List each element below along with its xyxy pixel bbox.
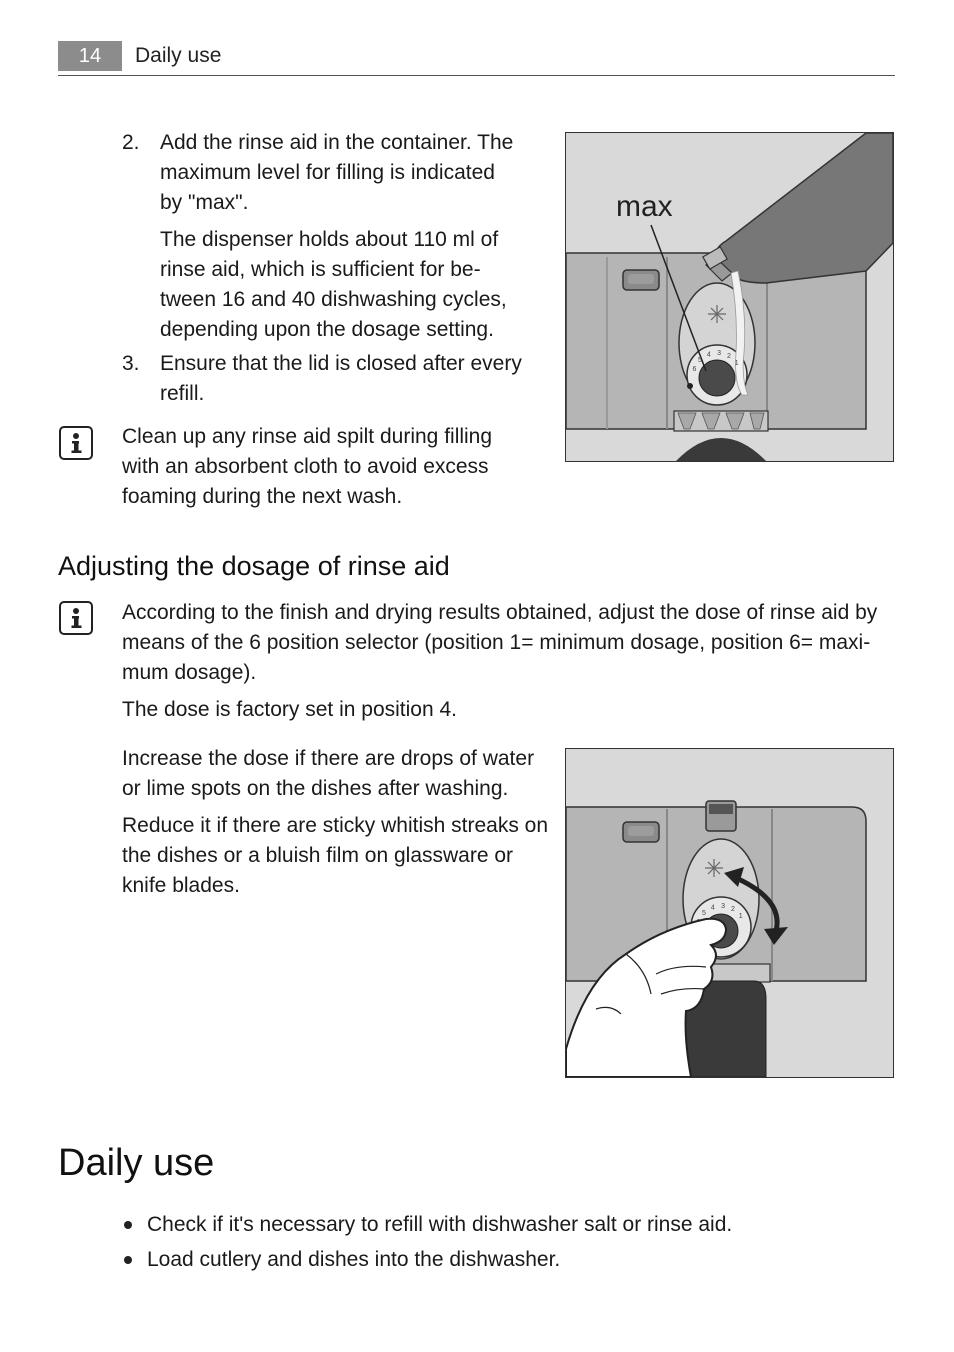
text-line: refill. bbox=[160, 382, 205, 405]
text-line: depending upon the dosage setting. bbox=[160, 318, 494, 341]
info-icon bbox=[59, 426, 93, 460]
reduce-dose-text bbox=[122, 811, 548, 901]
dial-mark: 5 bbox=[702, 910, 706, 917]
text-line: maximum level for filling is indicated bbox=[160, 161, 495, 184]
text-line: means of the 6 position selector (position 1= minimum dosage, position 6= maxi- bbox=[122, 631, 871, 654]
dial-mark: 2 bbox=[727, 353, 731, 361]
info-icon bbox=[59, 601, 93, 635]
text-line: Increase the dose if there are drops of water bbox=[122, 747, 535, 770]
bullet-item: Check if it's necessary to refill with dishwasher salt or rinse aid. bbox=[147, 1213, 733, 1236]
text-line: Clean up any rinse aid spilt during filling bbox=[122, 425, 493, 448]
dial-mark: 3 bbox=[717, 350, 722, 358]
text-line: According to the finish and drying results obtained, adjust the dose of rinse aid by bbox=[122, 601, 878, 624]
header-rule bbox=[58, 75, 895, 76]
text-line: with an absorbent cloth to avoid excess bbox=[122, 455, 489, 478]
step-2-text bbox=[160, 128, 513, 218]
text-line: tween 16 and 40 dishwashing cycles, bbox=[160, 288, 507, 311]
increase-dose-text bbox=[122, 744, 534, 804]
text-line: rinse aid, which is sufficient for be- bbox=[160, 258, 481, 281]
step-number: 2. bbox=[122, 131, 140, 154]
text-line: the dishes or a bluish film on glassware or bbox=[122, 844, 514, 867]
bullet-dot bbox=[124, 1256, 132, 1264]
rinse-aid-filling-illustration bbox=[565, 132, 894, 462]
factory-setting-text: The dose is factory set in position 4. bbox=[122, 698, 458, 721]
dial-mark: 4 bbox=[710, 904, 715, 912]
dial-mark: 6 bbox=[692, 365, 697, 373]
dosage-info-text bbox=[122, 598, 877, 688]
text-line: Ensure that the lid is closed after every bbox=[160, 352, 522, 375]
dial-mark: 2 bbox=[731, 906, 735, 914]
text-line: Reduce it if there are sticky whitish streaks on bbox=[122, 814, 549, 837]
selector-diagram bbox=[566, 749, 893, 1077]
dial-mark: 1 bbox=[734, 360, 739, 368]
text-line: knife blades. bbox=[122, 874, 240, 897]
step-number: 3. bbox=[122, 352, 140, 375]
heading-daily-use: Daily use bbox=[58, 1142, 215, 1184]
text-line: Add the rinse aid in the container. The bbox=[160, 131, 514, 154]
text-line: by "max". bbox=[160, 191, 249, 214]
subheading-adjusting-dosage: Adjusting the dosage of rinse aid bbox=[58, 551, 450, 581]
page-number: 14 bbox=[58, 41, 122, 71]
dial-mark: 4 bbox=[706, 351, 711, 359]
text-line: The dispenser holds about 110 ml of bbox=[160, 228, 499, 251]
dial-mark: 3 bbox=[721, 903, 726, 911]
dosage-selector-illustration bbox=[565, 748, 894, 1078]
text-line: mum dosage). bbox=[122, 661, 257, 684]
dial-mark: 1 bbox=[738, 913, 743, 921]
text-line: or lime spots on the dishes after washing. bbox=[122, 777, 509, 800]
bullet-item: Load cutlery and dishes into the dishwasher. bbox=[147, 1248, 561, 1271]
header-section-title: Daily use bbox=[135, 44, 222, 67]
bullet-dot bbox=[124, 1221, 132, 1229]
cleanup-info-text bbox=[122, 422, 492, 512]
dispenser-capacity-note bbox=[160, 225, 507, 345]
step-3-text bbox=[160, 349, 522, 409]
dial-mark: 5 bbox=[698, 357, 702, 364]
max-level-label: max bbox=[616, 190, 673, 223]
filling-diagram bbox=[566, 133, 893, 461]
text-line: foaming during the next wash. bbox=[122, 485, 403, 508]
